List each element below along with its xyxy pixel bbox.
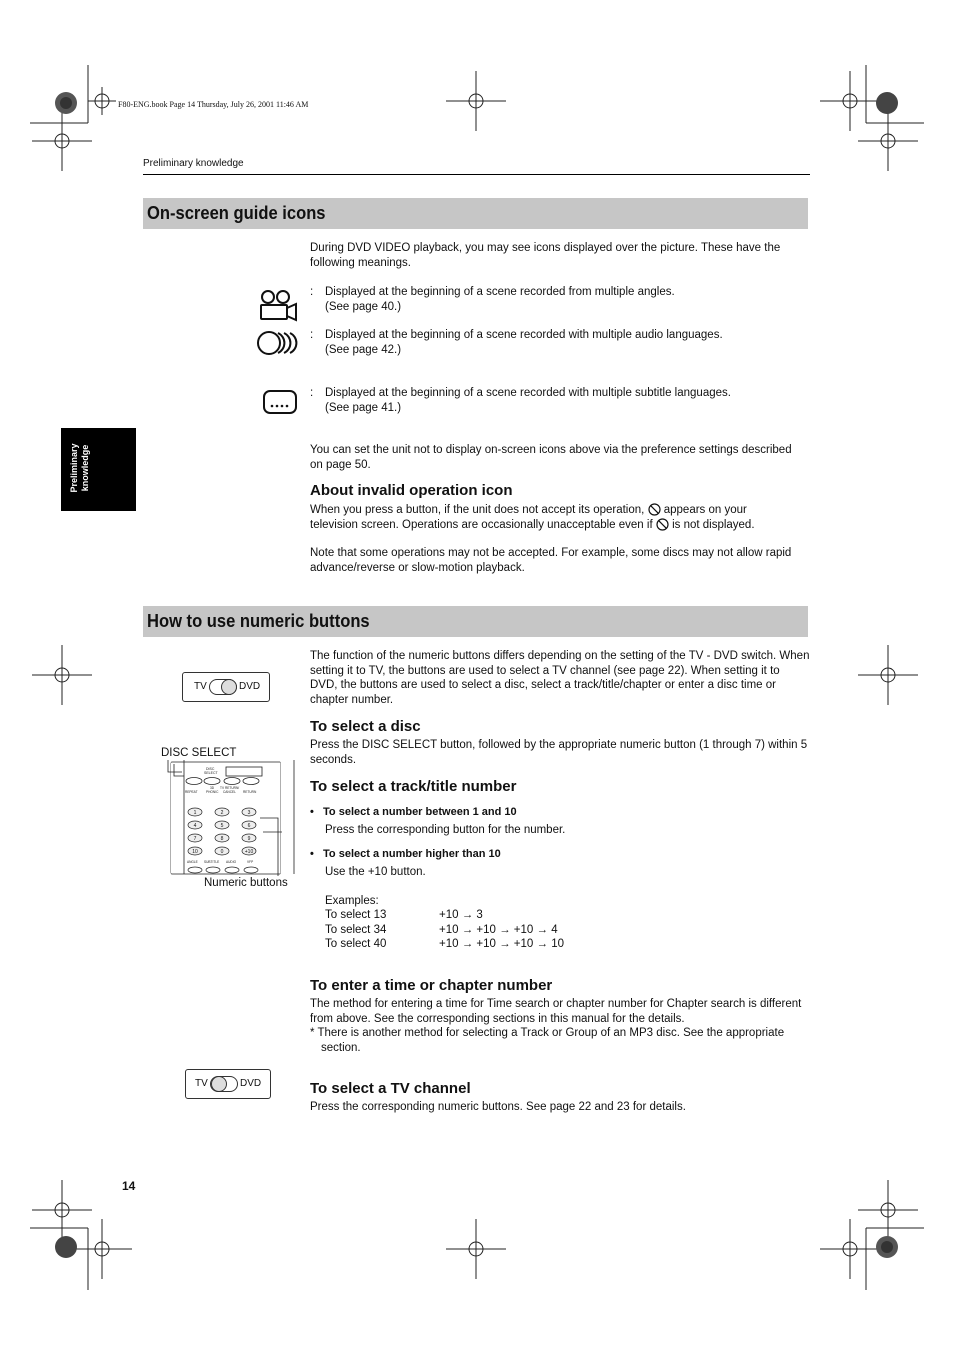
numeric-buttons-label: Numeric buttons — [204, 877, 288, 889]
invalid-text-1d: is not displayed. — [672, 518, 755, 531]
example-2-label: To select 34 — [325, 923, 387, 936]
bullet-1: • To select a number between 1 and 10 — [310, 806, 517, 818]
example-3-value: +10 → +10 → +10 → 10 — [439, 938, 564, 951]
preference-note: You can set the unit not to display on-screen icons above via the preference settings described on page 50. — [310, 444, 792, 471]
svg-text:REPEAT: REPEAT — [185, 790, 198, 794]
svg-text:3: 3 — [247, 810, 251, 816]
icon-desc-3-line2: (See page 41.) — [325, 401, 402, 414]
svg-text:DISC: DISC — [206, 767, 215, 771]
page-number: 14 — [122, 1179, 136, 1193]
svg-text:PHONIC: PHONIC — [206, 790, 219, 794]
tv-channel-text: Press the corresponding numeric buttons. See page 22 and 23 for details. — [310, 1101, 686, 1113]
svg-text:RETURN: RETURN — [243, 790, 257, 794]
time-heading: To enter a time or chapter number — [310, 977, 553, 994]
prohibited-icon — [648, 503, 661, 516]
numeric-intro: The function of the numeric buttons differs depending on the setting of the TV - DVD switch. When setting it to TV, the buttons are used to select a TV channel (see page 22). When setting it to DVD, the buttons are used to select a disc, select a track/title/chapter or enter a disc time or chapter number. — [310, 650, 810, 706]
icons-intro: During DVD VIDEO playback, you may see icons displayed over the picture. These have the following meanings. — [310, 242, 781, 269]
section-title-bar — [143, 198, 808, 229]
remote-illustration — [160, 758, 300, 880]
side-tab-line-2: knowledge — [80, 444, 90, 492]
svg-text:5: 5 — [220, 823, 224, 829]
switch-dvd-label: DVD — [239, 681, 261, 692]
svg-text:CANCEL: CANCEL — [223, 790, 236, 794]
tv-dvd-switch-2[interactable] — [185, 1069, 271, 1099]
prohibited-icon — [656, 518, 669, 531]
svg-text:VFP: VFP — [247, 860, 254, 864]
subtitle-icon — [262, 389, 298, 415]
svg-text:9: 9 — [247, 836, 251, 842]
examples-table — [325, 908, 564, 952]
switch-2-dvd-label: DVD — [240, 1078, 262, 1089]
svg-text:SUBTITLE: SUBTITLE — [204, 860, 220, 864]
icon-desc-colon-1: : — [310, 286, 314, 298]
svg-text:1: 1 — [193, 810, 197, 816]
camera-angle-icon — [257, 288, 299, 322]
icon-desc-colon-3: : — [310, 387, 314, 399]
icon-desc-2-line2: (See page 42.) — [325, 343, 402, 356]
header-rule — [143, 174, 810, 175]
example-3-label: To select 40 — [325, 938, 387, 951]
switch-tv-label: TV — [194, 681, 207, 692]
invalid-operation-text — [310, 503, 810, 532]
svg-text:0: 0 — [220, 849, 224, 855]
svg-text:+10: +10 — [244, 849, 254, 855]
examples-label: Examples: — [325, 895, 379, 907]
switch-2-tv-label: TV — [195, 1078, 208, 1089]
invalid-operation-heading: About invalid operation icon — [310, 482, 513, 499]
svg-text:8: 8 — [220, 836, 224, 842]
example-2-value: +10 → +10 → +10 → 4 — [439, 923, 558, 936]
example-1-label: To select 13 — [325, 909, 387, 921]
section-title-2: How to use numeric buttons — [147, 611, 370, 631]
disc-select-label: DISC SELECT — [161, 747, 237, 759]
bullet-2-head: To select a number higher than 10 — [323, 848, 501, 860]
icon-desc-2-line1: Displayed at the beginning of a scene recorded with multiple audio languages. — [325, 329, 723, 341]
svg-text:2: 2 — [220, 810, 224, 816]
invalid-operation-note: Note that some operations may not be accepted. For example, some discs may not allow rapid advance/reverse or slow-motion playback. — [310, 547, 792, 574]
icon-desc-1 — [325, 285, 810, 314]
icon-desc-1-line2: (See page 40.) — [325, 300, 402, 313]
icon-desc-colon-2: : — [310, 329, 314, 341]
invalid-text-1c: television screen. Operations are occasionally unacceptable even if — [310, 518, 653, 531]
icon-desc-3-line1: Displayed at the beginning of a scene recorded with multiple subtitle languages. — [325, 387, 731, 399]
time-note: * There is another method for selecting a Track or Group of an MP3 disc. See the appropriate section. — [310, 1027, 785, 1054]
svg-text:7: 7 — [193, 836, 197, 842]
switch-knob — [221, 679, 237, 695]
bullet-1-head: To select a number between 1 and 10 — [323, 806, 517, 818]
side-tab-line-1: Preliminary — [69, 443, 79, 493]
tv-channel-heading: To select a TV channel — [310, 1080, 471, 1097]
example-1-value: +10 → 3 — [439, 909, 483, 921]
book-header: F80-ENG.book Page 14 Thursday, July 26, 2001 11:46 AM — [118, 100, 309, 109]
icon-desc-1-line1: Displayed at the beginning of a scene recorded from multiple angles. — [325, 286, 675, 298]
audio-language-icon — [256, 330, 300, 356]
side-tab — [61, 428, 136, 511]
section-title-bar-2 — [143, 606, 808, 637]
invalid-text-1a: When you press a button, if the unit does not accept its operation, — [310, 504, 645, 516]
track-heading: To select a track/title number — [310, 778, 517, 795]
tv-dvd-switch[interactable] — [182, 672, 270, 702]
select-disc-heading: To select a disc — [310, 718, 421, 735]
svg-text:3D: 3D — [210, 786, 215, 790]
bullet-2-text: Use the +10 button. — [325, 866, 426, 878]
svg-text:ANGLE: ANGLE — [187, 860, 198, 864]
svg-text:6: 6 — [247, 823, 251, 829]
running-head: Preliminary knowledge — [143, 158, 244, 169]
svg-text:10: 10 — [192, 849, 198, 855]
section-title: On-screen guide icons — [147, 203, 326, 223]
invalid-text-1b: appears on your — [663, 504, 747, 516]
select-disc-text: Press the DISC SELECT button, followed by the appropriate numeric button (1 through 7) within 5 seconds. — [310, 739, 808, 766]
svg-text:AUDIO: AUDIO — [226, 860, 237, 864]
icon-desc-2 — [325, 328, 810, 357]
svg-text:TV RETURN/: TV RETURN/ — [220, 786, 240, 790]
icon-desc-3 — [325, 386, 810, 415]
svg-text:4: 4 — [193, 823, 197, 829]
switch-2-knob — [211, 1076, 227, 1092]
time-text: The method for entering a time for Time search or chapter number for Chapter search is different from above. See the corresponding sections in this manual for the details. — [310, 998, 802, 1025]
bullet-2: • To select a number higher than 10 — [310, 848, 501, 860]
bullet-1-text: Press the corresponding button for the number. — [325, 824, 566, 836]
svg-text:SELECT: SELECT — [204, 771, 218, 775]
